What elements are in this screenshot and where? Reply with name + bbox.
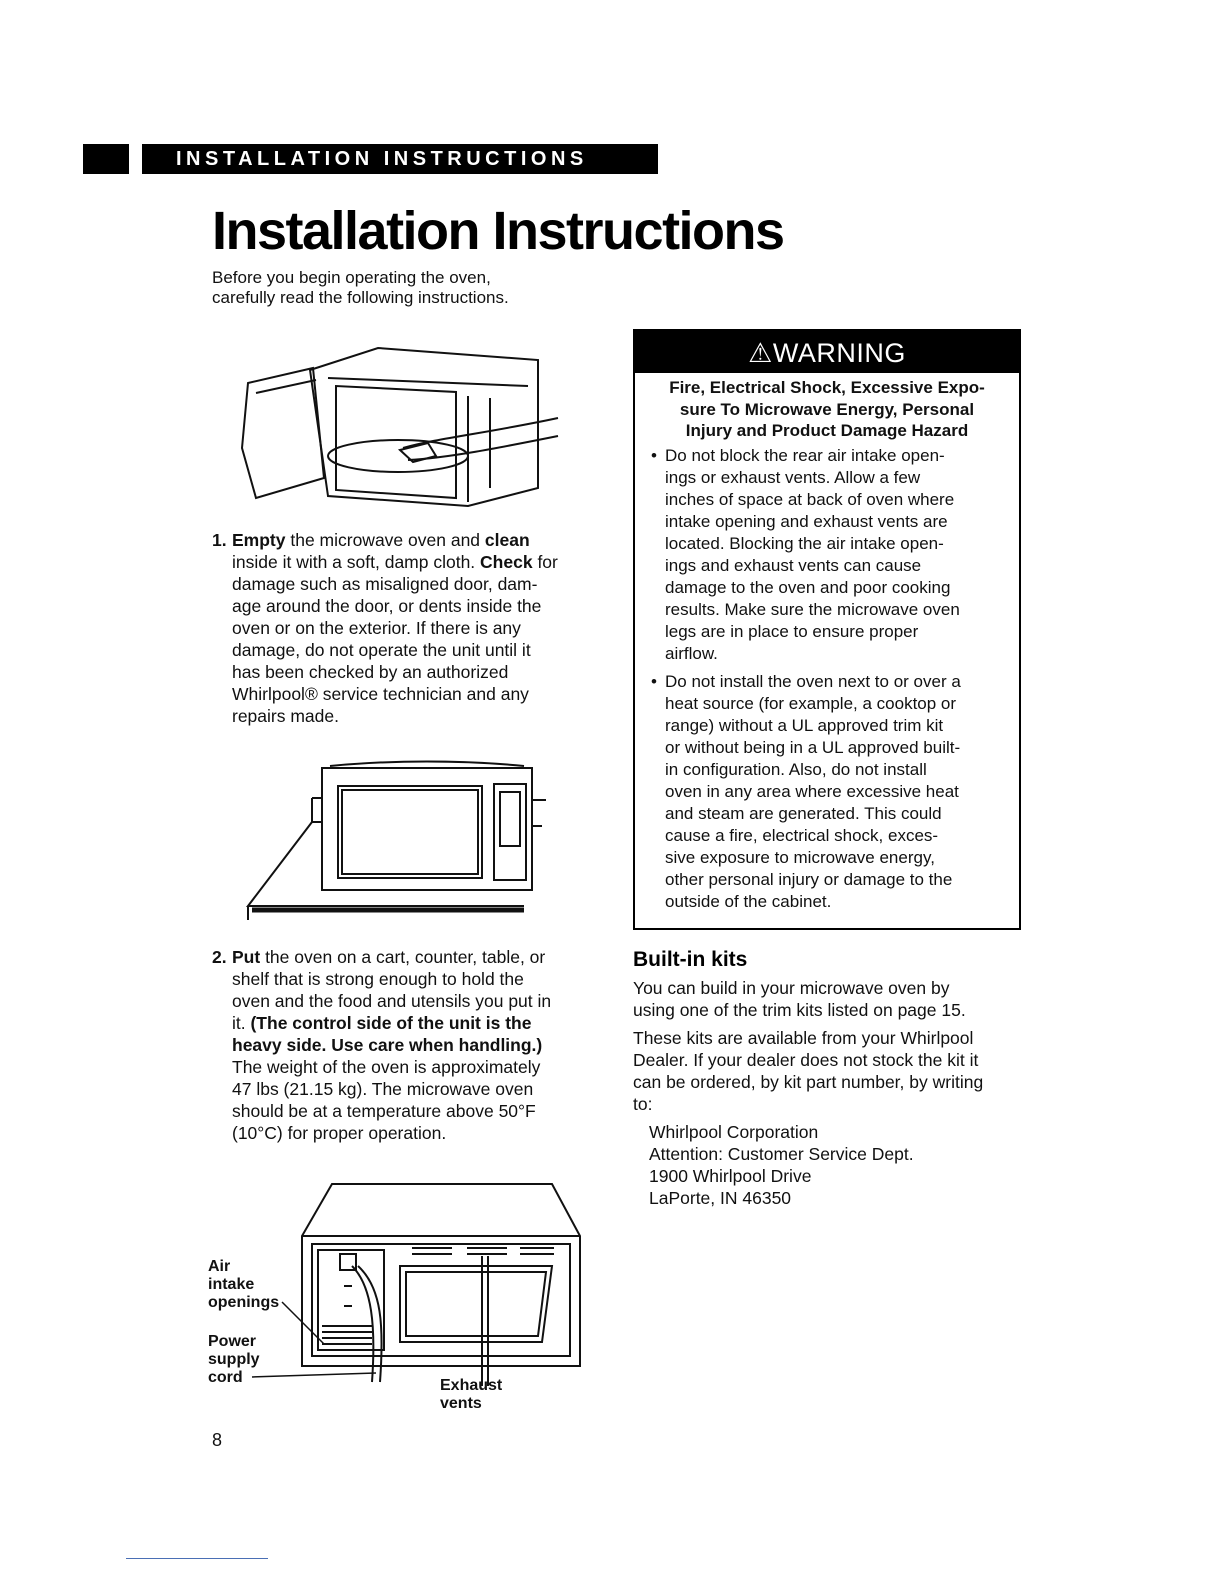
label-line: Exhaust bbox=[440, 1377, 503, 1394]
bullet-line: damage to the oven and poor cooking bbox=[665, 578, 951, 597]
step2-line: 47 lbs (21.15 kg). The microwave oven bbox=[232, 1079, 534, 1099]
kits-body bbox=[633, 977, 1033, 1209]
kits-line: These kits are available from your Whirlpool bbox=[633, 1028, 974, 1048]
bullet-line: oven in any area where excessive heat bbox=[665, 782, 959, 801]
section-header: INSTALLATION INSTRUCTIONS bbox=[142, 144, 658, 174]
exhaust-label bbox=[440, 1377, 502, 1413]
kits-line: Dealer. If your dealer does not stock the kit it bbox=[633, 1050, 979, 1070]
air-intake-label bbox=[208, 1258, 279, 1312]
bullet-line: legs are in place to ensure proper bbox=[665, 622, 919, 641]
step2-line: The weight of the oven is approximately bbox=[232, 1057, 541, 1077]
intro-line: carefully read the following instructions. bbox=[212, 288, 509, 307]
warning-bullet bbox=[647, 445, 1017, 665]
footer-rule bbox=[126, 1558, 268, 1559]
bullet-line: intake opening and exhaust vents are bbox=[665, 512, 948, 531]
bullet-line: sive exposure to microwave energy, bbox=[665, 848, 935, 867]
bullet-line: range) without a UL approved trim kit bbox=[665, 716, 944, 735]
step1-line: repairs made. bbox=[232, 706, 339, 726]
kits-line: You can build in your microwave oven by bbox=[633, 978, 950, 998]
header-block bbox=[83, 144, 129, 174]
step1-line: has been checked by an authorized bbox=[232, 662, 509, 682]
label-line: intake bbox=[208, 1276, 255, 1293]
warning-subheading bbox=[641, 377, 1013, 442]
step1-line: damage, do not operate the unit until it bbox=[232, 640, 531, 660]
bullet-line: in configuration. Also, do not install bbox=[665, 760, 927, 779]
step2-line: it. (The control side of the unit is the bbox=[232, 1013, 532, 1033]
label-line: Air bbox=[208, 1258, 231, 1275]
bullet-line: heat source (for example, a cooktop or bbox=[665, 694, 957, 713]
address-line: 1900 Whirlpool Drive bbox=[649, 1166, 812, 1186]
bullet-line: • Do not block the rear air intake open- bbox=[665, 446, 945, 465]
kits-paragraph bbox=[633, 1027, 1033, 1115]
mailing-address bbox=[633, 1121, 1033, 1209]
bullet-line: ings and exhaust vents can cause bbox=[665, 556, 922, 575]
bullet-line: inches of space at back of oven where bbox=[665, 490, 955, 509]
step1-line: damage such as misaligned door, dam- bbox=[232, 574, 538, 594]
address-line: Attention: Customer Service Dept. bbox=[649, 1144, 914, 1164]
bullet-line: ings or exhaust vents. Allow a few bbox=[665, 468, 921, 487]
warning-box bbox=[633, 329, 1021, 930]
address-line: Whirlpool Corporation bbox=[649, 1122, 819, 1142]
label-line: supply bbox=[208, 1351, 260, 1368]
step2-line: heavy side. Use care when handling.) bbox=[232, 1035, 543, 1055]
kits-paragraph bbox=[633, 977, 1033, 1021]
page-title: Installation Instructions bbox=[212, 201, 784, 261]
step1-line: oven or on the exterior. If there is any bbox=[232, 618, 521, 638]
step-number: 1. bbox=[212, 530, 227, 550]
step-2 bbox=[212, 946, 612, 1156]
oven-on-counter-illustration bbox=[242, 760, 562, 920]
intro-text bbox=[212, 268, 612, 308]
step-number: 2. bbox=[212, 947, 227, 967]
label-line: cord bbox=[208, 1369, 243, 1386]
warning-bullet bbox=[647, 671, 1017, 913]
subheading-line: sure To Microwave Energy, Personal bbox=[679, 399, 975, 419]
kits-line: to: bbox=[633, 1094, 653, 1114]
bullet-line: located. Blocking the air intake open- bbox=[665, 534, 944, 553]
subheading-line: Injury and Product Damage Hazard bbox=[685, 421, 969, 440]
step2-line: should be at a temperature above 50°F bbox=[232, 1101, 536, 1121]
step2-line: Put the oven on a cart, counter, table, or bbox=[232, 947, 546, 967]
power-cord-leader bbox=[252, 1370, 382, 1380]
bullet-line: results. Make sure the microwave oven bbox=[665, 600, 960, 619]
step2-line: shelf that is strong enough to hold the bbox=[232, 969, 524, 989]
step2-line: oven and the food and utensils you put in bbox=[232, 991, 552, 1011]
step1-line: age around the door, or dents inside the bbox=[232, 596, 542, 616]
page-number: 8 bbox=[212, 1430, 223, 1450]
address-line: LaPorte, IN 46350 bbox=[649, 1188, 792, 1208]
label-line: openings bbox=[208, 1294, 280, 1311]
kits-heading: Built-in kits bbox=[633, 948, 748, 971]
air-intake-leader bbox=[280, 1300, 340, 1360]
bullet-line: cause a fire, electrical shock, exces- bbox=[665, 826, 939, 845]
label-line: vents bbox=[440, 1395, 482, 1412]
bullet-line: airflow. bbox=[665, 644, 718, 663]
step1-line: Whirlpool® service technician and any bbox=[232, 684, 529, 704]
bullet-line: and steam are generated. This could bbox=[665, 804, 942, 823]
kits-line: using one of the trim kits listed on page 15. bbox=[633, 1000, 966, 1020]
label-line: Power bbox=[208, 1333, 257, 1350]
step1-line: inside it with a soft, damp cloth. Check for bbox=[232, 552, 558, 572]
intro-line: Before you begin operating the oven, bbox=[212, 268, 491, 287]
warning-heading: ⚠WARNING bbox=[635, 331, 1019, 373]
warning-list bbox=[647, 445, 1017, 919]
step1-line: Empty the microwave oven and clean bbox=[232, 530, 530, 550]
kits-line: can be ordered, by kit part number, by writing bbox=[633, 1072, 984, 1092]
step2-line: (10°C) for proper operation. bbox=[232, 1123, 447, 1143]
subheading-line: Fire, Electrical Shock, Excessive Expo- bbox=[669, 378, 985, 397]
step-1 bbox=[212, 529, 612, 739]
bullet-line: other personal injury or damage to the bbox=[665, 870, 953, 889]
oven-cleaning-illustration bbox=[228, 338, 568, 518]
bullet-line: or without being in a UL approved built- bbox=[665, 738, 961, 757]
bullet-line: outside of the cabinet. bbox=[665, 892, 832, 911]
bullet-line: • Do not install the oven next to or over a bbox=[665, 672, 961, 691]
